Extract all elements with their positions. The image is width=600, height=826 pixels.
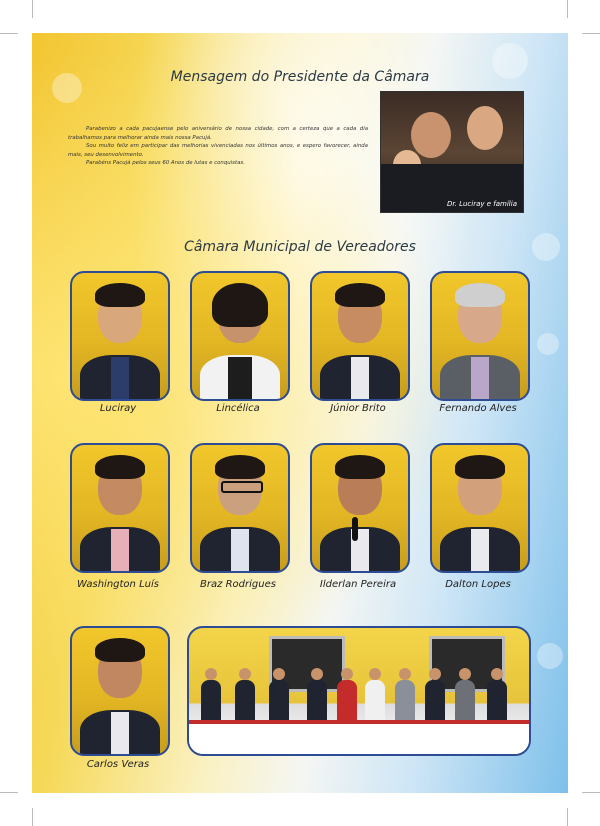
- bokeh: [537, 643, 563, 669]
- councilor-name: Ilderlan Pereira: [319, 579, 397, 590]
- glasses: [221, 481, 263, 493]
- bokeh: [537, 333, 559, 355]
- crop-mark: [32, 808, 33, 826]
- crop-mark: [567, 808, 568, 826]
- councilor-name: Júnior Brito: [330, 403, 386, 414]
- hair: [215, 455, 265, 479]
- group-member: [487, 668, 507, 724]
- president-message: [68, 125, 368, 168]
- group-member: [337, 668, 357, 724]
- family-photo: [380, 91, 524, 213]
- shirt: [111, 712, 129, 756]
- shirt: [351, 357, 369, 401]
- shirt: [111, 529, 129, 573]
- message-paragraph: Sou muito feliz em participar das melhorias vivenciadas nos últimos anos, e espero favorecer, ainda mais, seu desenvolvimento.: [68, 143, 368, 158]
- crop-mark: [582, 33, 600, 34]
- message-title: Mensagem do Presidente da Câmara: [170, 69, 430, 85]
- crop-mark: [0, 792, 18, 793]
- hair: [455, 455, 505, 479]
- group-member: [201, 668, 221, 724]
- group-member: [365, 668, 385, 724]
- councilor-photo: [70, 271, 170, 401]
- hair: [455, 283, 505, 307]
- councilor-photo: [190, 443, 290, 573]
- councilor-photo: [430, 271, 530, 401]
- shirt: [228, 357, 252, 401]
- councilor-name: Carlos Veras: [86, 759, 150, 770]
- group-member: [269, 668, 289, 724]
- family-photo-caption: Dr. Luciray e família: [447, 200, 517, 208]
- hair: [95, 283, 145, 307]
- councilor-photo: [430, 443, 530, 573]
- councilor-photo: [310, 271, 410, 401]
- councilor-name: Dalton Lopes: [445, 579, 511, 590]
- crop-mark: [0, 33, 18, 34]
- group-member: [425, 668, 445, 724]
- message-paragraph: Parabéns Pacujá pelos seus 60 Anos de lutas e conquistas.: [86, 160, 245, 167]
- group-member: [395, 668, 415, 724]
- councilor-photo: [190, 271, 290, 401]
- councilor-name: Fernando Alves: [439, 403, 517, 414]
- councilor-name: Braz Rodrigues: [200, 579, 276, 590]
- woman-figure: [467, 106, 503, 150]
- councilor-photo: [70, 443, 170, 573]
- councilor-name: Lincélica: [216, 403, 260, 414]
- councilor-photo: [70, 626, 170, 756]
- man-figure: [411, 112, 451, 158]
- group-member: [455, 668, 475, 724]
- hair: [335, 455, 385, 479]
- councilor-name: Luciray: [99, 403, 137, 414]
- shirt: [231, 529, 249, 573]
- hair: [95, 638, 145, 662]
- councilor-name: Washington Luís: [77, 579, 159, 590]
- crop-mark: [32, 0, 33, 18]
- crop-mark: [582, 792, 600, 793]
- group-member: [307, 668, 327, 724]
- council-group-photo: [187, 626, 531, 756]
- page: [32, 33, 568, 793]
- councilor-photo: [310, 443, 410, 573]
- shirt: [111, 357, 129, 401]
- shirt: [471, 529, 489, 573]
- crop-mark: [567, 0, 568, 18]
- microphone: [352, 517, 358, 541]
- council-table: [189, 720, 529, 754]
- hair: [335, 283, 385, 307]
- council-title: Câmara Municipal de Vereadores: [184, 239, 416, 255]
- message-paragraph: Parabenizo a cada pacujaense pelo aniversário de nossa cidade, com a certeza que a cada dia trabalhamos para melhorar ainda mais nossa Pacujá.: [68, 126, 368, 141]
- hair: [95, 455, 145, 479]
- shirt: [471, 357, 489, 401]
- hair: [212, 283, 268, 327]
- group-member: [235, 668, 255, 724]
